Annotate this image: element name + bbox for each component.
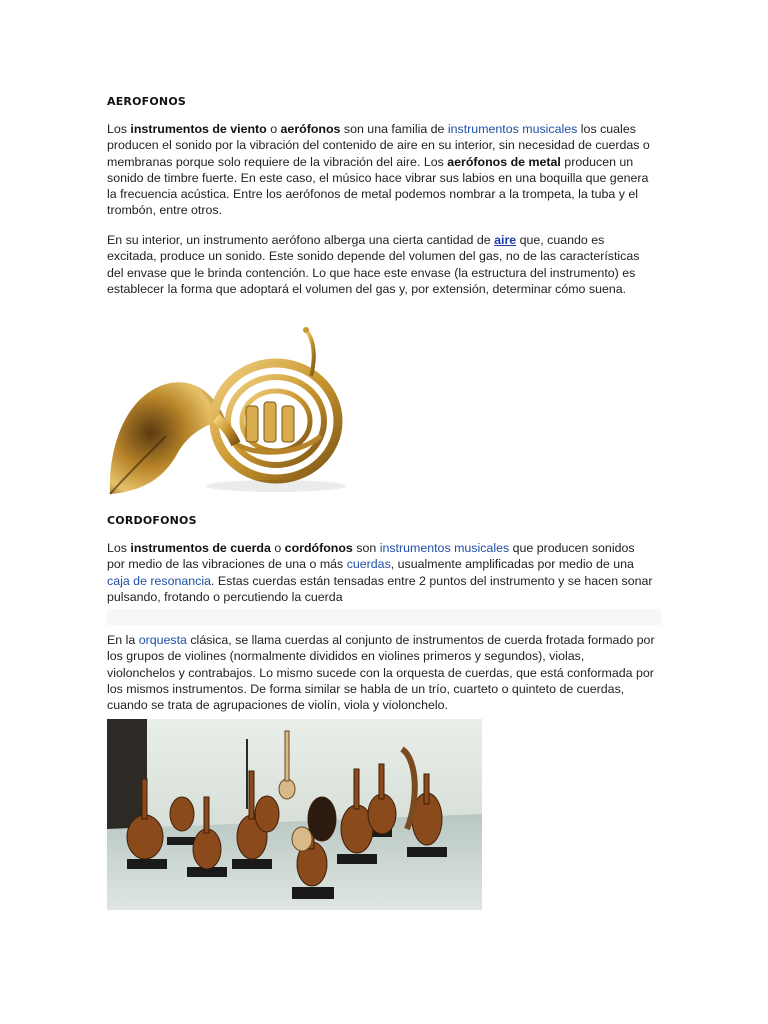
text: que, cuando es excitada, produce un sonido. Este sonido depende del volumen del gas, no de las características del envase que le brinda contención. Lo que hace este envase (la estructura del instrumento) es establecer la forma que adoptará el volumen del gas y, por extensión, determinar cómo suena.	[107, 233, 640, 296]
link-aire[interactable]: aire	[494, 233, 517, 247]
heading-aerofonos: AEROFONOS	[107, 95, 186, 108]
paragraph-aerofonos-1	[107, 121, 655, 219]
bold-term: cordófonos	[284, 541, 353, 555]
heading-cordofonos: CORDOFONOS	[107, 514, 197, 527]
paragraph-cordofonos-2	[107, 632, 655, 713]
text: o	[270, 541, 285, 555]
bold-term: aerófonos de metal	[447, 154, 561, 169]
link-instrumentos-musicales[interactable]: instrumentos musicales	[447, 122, 578, 136]
text: clásica, se llama cuerdas al conjunto de instrumentos de cuerda frotada formado por los grupos de violines (normalmente divididos en violines primeros y segundos), violas, violonchelos y contrabajos. Lo mismo sucede con la orquesta de cuerdas, que está conformada por los mismos instrumentos. De forma similar se habla de un trío, cuarteto o quinteto de cuerdas, cuando se trata de agrupaciones de violín, viola y violonchelo.	[107, 633, 655, 713]
text: son	[352, 541, 380, 555]
link-cuerdas[interactable]: cuerdas	[346, 557, 391, 572]
text: Los	[107, 122, 131, 136]
text: En su interior, un instrumento aerófono alberga una cierta cantidad de	[107, 233, 495, 247]
text: . Estas cuerdas están tensadas entre 2 puntos del instrumento y se hacen sonar pulsando, frotando o percutiendo la cuerda	[107, 573, 653, 604]
separator-band	[107, 609, 661, 625]
bold-term: instrumentos de viento	[130, 122, 267, 136]
bold-term: instrumentos de cuerda	[130, 541, 271, 555]
string-instruments-icon	[107, 719, 482, 910]
string-instruments-image	[107, 719, 482, 910]
text: son una familia de	[340, 122, 448, 136]
link-caja-de-resonancia[interactable]: caja de resonancia	[107, 573, 212, 588]
link-orquesta[interactable]: orquesta	[138, 633, 187, 647]
paragraph-cordofonos-1	[107, 540, 655, 605]
bold-term: aerófonos	[280, 122, 341, 136]
text: producen un sonido de timbre fuerte. En este caso, el músico hace vibrar sus labios en una boquilla que genera la frecuencia acústica. Entre los aerófonos de metal podemos nombrar a la trompeta, la tuba y el trombón, entre otros.	[107, 154, 649, 218]
text: , usualmente amplificadas por medio de una	[390, 557, 634, 572]
text: o	[266, 122, 281, 136]
text: que producen sonidos por medio de las vibraciones de una o más	[107, 541, 635, 572]
french-horn-icon	[106, 326, 362, 502]
paragraph-aerofonos-2	[107, 232, 655, 297]
text: los cuales producen el sonido por la vibración del contenido de aire en su interior, sin necesidad de cuerdas o membranas porque solo requiere de la vibración del aire. Los	[107, 122, 650, 169]
text: Los	[107, 541, 131, 555]
text: En la	[107, 633, 139, 647]
french-horn-image	[106, 326, 362, 502]
link-instrumentos-musicales[interactable]: instrumentos musicales	[379, 541, 510, 555]
